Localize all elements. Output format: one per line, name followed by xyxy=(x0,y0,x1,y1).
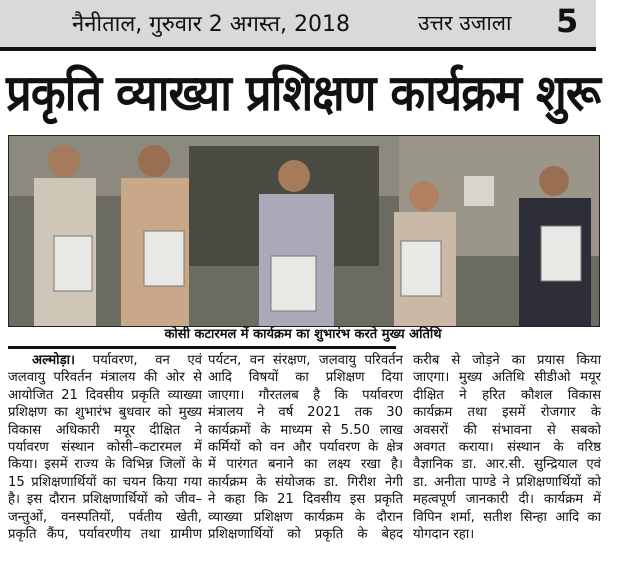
article-line: प्रकृति कैंप, पर्यावरणीय तथा ग्रामीण xyxy=(8,526,202,542)
article-line: में पारंगत बनाने का लक्ष्य रखा है। xyxy=(208,457,403,473)
article-line: कार्यक्रम के संयोजक डा. गिरीश नेगी xyxy=(208,474,403,490)
photo-caption: कोसी कटारमल में कार्यक्रम का शुभारंभ करते मुख्य अतिथि xyxy=(164,327,442,342)
article-line: करीब से जोड़ने का प्रयास किया xyxy=(413,353,601,368)
article-line: विपिन शर्मा, सतीश सिन्हा आदि का xyxy=(413,509,601,525)
article-column-3 xyxy=(413,352,601,543)
article-line: जाएगा। गौरतलब है कि पर्यावरण xyxy=(208,387,403,403)
article-line: जाएगा। मुख्य अतिथि सीडीओ मयूर xyxy=(413,370,601,386)
article-line: जन्तुओं, वनस्पतियों, पर्वतीय खेती, xyxy=(8,509,202,525)
article-line: महत्वपूर्ण जानकारी दी। कार्यक्रम में xyxy=(413,492,601,508)
caption-divider xyxy=(8,346,396,349)
people-holding-brochures-image xyxy=(9,136,599,326)
article-line xyxy=(8,352,202,369)
article-line: डा. अनीता पाण्डे ने प्रशिक्षणार्थियों को xyxy=(413,474,601,490)
article-line: आदि विषयों का प्रशिक्षण दिया xyxy=(208,370,403,386)
article-line: मंत्रालय ने वर्ष 2021 तक 30 xyxy=(208,405,403,421)
article-line: आयोजित 21 दिवसीय प्रकृति व्याख्या xyxy=(8,387,202,403)
article-line: अवगत कराया। संस्थान के वरिष्ठ xyxy=(413,439,601,455)
headline: प्रकृति व्याख्या प्रशिक्षण कार्यक्रम शुरू xyxy=(6,64,601,122)
article-line: व्याख्या प्रशिक्षण कार्यक्रम के दौरान xyxy=(208,509,403,525)
article-line: योगदान रहा। xyxy=(413,526,475,542)
article-line: जलवायु परिवर्तन मंत्रालय की ओर से xyxy=(8,370,202,386)
article-line: कार्यक्रम तथा इसमें रोजगार के xyxy=(413,405,601,421)
newspaper-name: उत्तर उजाला xyxy=(418,11,512,35)
article-line-text: पर्यावरण, वन एवं xyxy=(75,353,202,368)
article-line: 15 प्रशिक्षणार्थियों का चयन किया गया xyxy=(8,474,202,490)
article-line: किया। इसमें राज्य के विभिन्न जिलों के xyxy=(8,457,202,473)
dateline: नैनीताल, गुरुवार 2 अगस्त, 2018 xyxy=(72,12,350,37)
article-line: दीक्षित ने हरित कौशल विकास xyxy=(413,387,601,403)
article-line: प्रशिक्षणार्थियों को प्रकृति के बेहद xyxy=(208,526,403,542)
news-photo xyxy=(8,135,600,327)
article-line: कर्मियों को वन और पर्यावरण के क्षेत्र xyxy=(208,439,403,455)
article-line: अवसरों की संभावना से सबको xyxy=(413,422,601,438)
article-line: कार्यक्रमों के माध्यम से 5.50 लाख xyxy=(208,422,403,438)
article-line: पर्यावरण संस्थान कोसी–कटारमल में xyxy=(8,439,202,455)
article-line: ने कहा कि 21 दिवसीय इस प्रकृति xyxy=(208,492,403,508)
article-column-1 xyxy=(8,352,202,543)
article-line: विकास अधिकारी मयूर दीक्षित ने xyxy=(8,422,202,438)
article-column-2 xyxy=(208,352,403,543)
article-line: है। इस दौरान प्रशिक्षणार्थियों को जीव– xyxy=(8,492,202,508)
article-line: पर्यटन, वन संरक्षण, जलवायु परिवर्तन xyxy=(208,353,403,368)
article-line: वैज्ञानिक डा. आर.सी. सुन्द्रियाल एवं xyxy=(413,457,601,473)
article-line: प्रशिक्षण का शुभारंभ बुधवार को मुख्य xyxy=(8,405,202,421)
masthead xyxy=(0,0,596,51)
page-number: 5 xyxy=(556,2,579,40)
dateline-location: अल्मोड़ा। xyxy=(32,353,76,368)
